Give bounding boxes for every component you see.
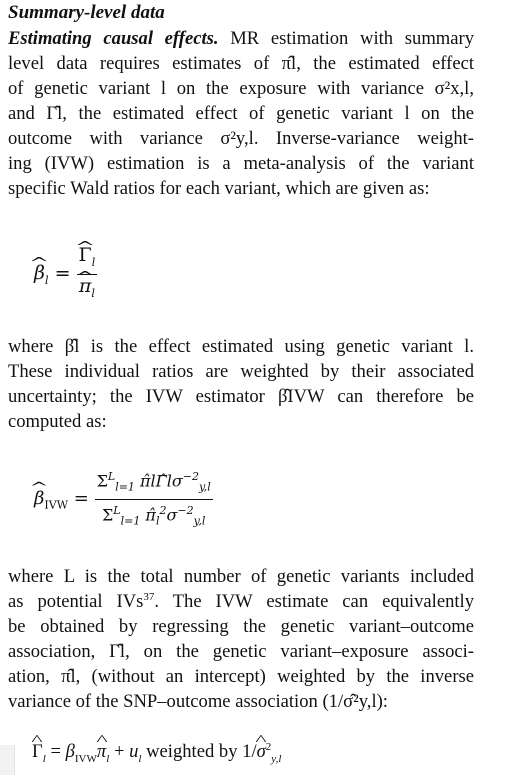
para1-line-7: specific Wald ratios for each variant, which are given as:	[8, 178, 430, 199]
paragraph-regression	[8, 564, 474, 714]
para2-line-1: where β̂l is the effect estimated using genetic variant l.	[8, 336, 474, 357]
para2-line-2: These individual ratios are weighted by their associated	[8, 361, 474, 382]
eq1-fraction: ^ $\Gamma_l$ ^ $\pi_l$	[77, 244, 98, 305]
eq2-fraction: $\frac{\Sigma^L_{l=1} \pîl\Gammâl\sigma^{-2}_{y,l}}{\Sigma^L_{l=1} \pî_l^2\sigma^{-2}_{y,l}}$	[96, 470, 211, 528]
eq1-beta: ^ β	[34, 262, 45, 284]
para1-line-5: outcome with variance σ²y,l. Inverse-variance weight-	[8, 128, 474, 149]
para3-line-3: be obtained by regressing the genetic variant–outcome	[8, 616, 474, 637]
para2-line-4: computed as:	[8, 411, 107, 432]
para3-line-1: where L is the total number of genetic variants included	[8, 566, 474, 587]
para1-line-6: ing (IVW) estimation is a meta-analysis of the variant	[8, 153, 474, 174]
para1-line-1: Estimating causal effects. MR estimation with summary	[8, 28, 474, 49]
paragraph-weighting	[8, 334, 474, 434]
para3-line-4: association, Γ̂l, on the genetic variant–exposure associ-	[8, 641, 474, 662]
para3-line-6: variance of the SNP–outcome association (1/σ̂²y,l):	[8, 691, 388, 712]
para1-lead: Estimating causal effects.	[8, 28, 219, 49]
para2-line-3: uncertainty; the IVW estimator β̂IVW can therefore be	[8, 386, 474, 407]
equation-ivw-estimator: ^ $\beta_{IVW}$ = $\frac{\Sigma^L_{l=1} \pîl\Gammâl\sigma^{-2}_{y,l}}{\Sigma^L_{l=1} \pî_l^2\sigma^{-2}_{y,l}}$	[34, 466, 213, 532]
paragraph-estimating-causal-effects	[8, 26, 474, 201]
para1-line-4: and Γ̂l, the estimated effect of genetic variant l on the	[8, 103, 474, 124]
citation-ref[interactable]: 37	[143, 590, 155, 603]
para3-line-5: ation, π̂l, (without an intercept) weighted by the inverse	[8, 666, 474, 687]
para1-line-2: level data requires estimates of π̂l, the estimated effect	[8, 53, 474, 74]
equation-wald-ratio: ^ $\beta_l$ = ^ $\Gamma_l$ ^ $\pi_l$	[34, 244, 97, 305]
section-heading: Summary-level data	[8, 2, 165, 23]
scroll-edge	[0, 745, 15, 775]
para1-line-3: of genetic variant l on the exposure with variance σ²x,l,	[8, 78, 474, 99]
para3-line-2: as potential IVs$^{37}$. The IVW estimate can equivalently	[8, 590, 474, 612]
equation-regression: ^ $\Gamma_l$ = $\beta_{IVW}\^{}$ $\pi_l + u_l$ weighted by 1/^ $\sigma^2_{y,l}$	[0, 735, 510, 777]
